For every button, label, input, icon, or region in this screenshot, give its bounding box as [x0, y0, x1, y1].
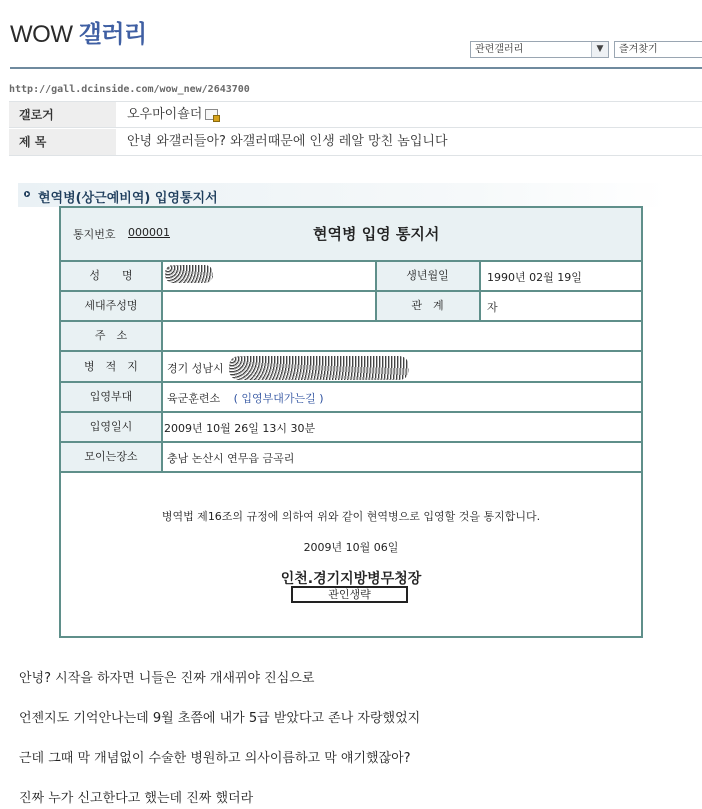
notice-header — [61, 208, 641, 261]
post-url[interactable]: http://gall.dcinside.com/wow_new/2643700 — [9, 84, 250, 95]
relation-value: 자 — [487, 301, 498, 314]
chevron-down-icon: ▼ — [591, 42, 608, 57]
gallog-icon[interactable] — [205, 109, 218, 120]
body-line: 안녕? 시작을 하자면 니들은 진짜 개새뀌야 진심으로 — [19, 671, 315, 686]
address-label: 주 소 — [61, 322, 161, 350]
bookmarks-select-value: 즐겨찾기 — [619, 44, 658, 55]
subject-label: 제 목 — [9, 129, 116, 155]
unit-directions-link[interactable]: ( 입영부대가는길 ) — [233, 392, 324, 405]
body-line: 언젠지도 기억안나는데 9월 초쯤에 내가 5급 받았다고 존나 자랑했었지 — [19, 711, 421, 726]
header-divider — [10, 67, 702, 69]
body-line: 진짜 누가 신고한다고 했는데 진짜 했더라 — [19, 791, 254, 806]
related-gallery-select-value: 관련갤러리 — [475, 44, 524, 55]
gather-place-label: 모이는장소 — [61, 443, 161, 471]
author-label: 갤로거 — [9, 102, 116, 127]
logo-suffix: 갤러리 — [78, 21, 147, 48]
form-rule — [61, 471, 641, 473]
form-col-rule — [161, 260, 163, 473]
notice-section-title: 현역병(상근예비역) 입영통지서 — [38, 191, 218, 206]
redacted-domicile — [229, 356, 409, 380]
unit-label: 입영부대 — [61, 383, 161, 411]
unit-value — [167, 390, 324, 406]
form-col-rule — [479, 260, 481, 322]
date-label: 입영일시 — [61, 413, 161, 441]
name-label: 성 명 — [61, 262, 161, 290]
author-name-wrap — [127, 102, 218, 128]
author-row — [9, 101, 702, 128]
bullet-arrow-icon — [24, 191, 30, 197]
subject-row — [9, 129, 702, 156]
body-line: 근데 그때 막 개념없이 수술한 병원하고 의사이름하고 막 얘기했잖아? — [19, 751, 411, 766]
enlistment-notice-form — [59, 206, 643, 638]
birth-value: 1990년 02월 19일 — [487, 271, 582, 284]
related-gallery-select[interactable] — [470, 41, 609, 58]
relation-label: 관 계 — [376, 292, 479, 320]
logo-prefix: WOW — [10, 21, 73, 48]
notice-section-heading — [18, 183, 668, 207]
bookmarks-select[interactable] — [614, 41, 702, 58]
gallery-logo[interactable] — [10, 14, 147, 49]
notice-title: 현역병 입영 통지서 — [313, 225, 440, 243]
seal-omitted-box: 관인생략 — [291, 586, 408, 603]
notice-number-label: 통지번호 — [73, 228, 116, 241]
notice-number: 000001 — [128, 226, 170, 239]
household-head-label: 세대주성명 — [61, 292, 161, 320]
domicile-value: 경기 성남시 — [167, 362, 224, 375]
issue-date: 2009년 10월 06일 — [303, 541, 399, 554]
notice-statement: 병역법 제16조의 규정에 의하여 위와 같이 현역병으로 입영할 것을 통지합니다. — [161, 510, 541, 523]
domicile-label: 병 적 지 — [61, 352, 161, 381]
date-value: 2009년 10월 26일 13시 30분 — [164, 422, 316, 435]
birth-label: 생년월일 — [376, 262, 479, 290]
post-subject: 안녕 와갤러들아? 와갤러때문에 인생 레알 망친 놈입니다 — [127, 134, 448, 149]
gather-place-value: 충남 논산시 연무읍 금곡리 — [167, 452, 295, 465]
issuer: 인천.경기지방병무청장 — [280, 571, 422, 587]
redacted-name — [165, 265, 213, 283]
unit-name: 육군훈련소 — [167, 392, 221, 405]
author-name[interactable]: 오우마이숄더 — [127, 107, 203, 122]
form-col-rule — [375, 260, 377, 322]
